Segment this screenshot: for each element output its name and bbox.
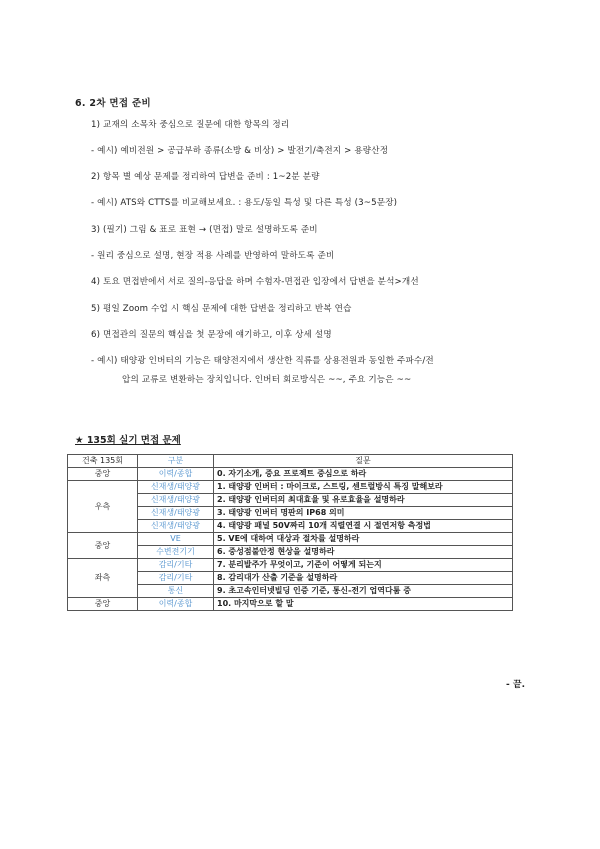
table-row [68, 598, 513, 611]
question-cell: 4. 태양광 패널 50V짜리 10개 직렬연결 시 절연저항 측정법 [214, 520, 513, 533]
header-question: 질문 [214, 455, 513, 468]
region-cell: 중앙 [68, 533, 138, 559]
question-cell: 8. 감리대가 산출 기준을 설명하라 [214, 572, 513, 585]
category-cell: 통신 [138, 585, 214, 598]
category-cell: 신재생/태양광 [138, 520, 214, 533]
table-row [68, 481, 513, 494]
region-cell: 중앙 [68, 598, 138, 611]
table-title: ★ 135회 실기 면접 문제 [75, 435, 181, 446]
region-cell: 중앙 [68, 468, 138, 481]
category-cell: 신재생/태양광 [138, 507, 214, 520]
category-cell: 이력/종합 [138, 468, 214, 481]
list-item: 4) 토요 면접반에서 서로 질의-응답을 하며 수험자-면접관 입장에서 답변을 분석>개선 [91, 277, 419, 287]
question-cell: 1. 태양광 인버터 : 마이크로, 스트링, 센트럴방식 특징 말해보라 [214, 481, 513, 494]
list-item: - 예시) 예비전원 > 공급부하 종류(소방 & 비상) > 발전기/축전지 > 용량산정 [91, 146, 389, 156]
table-header-row [68, 455, 513, 468]
list-item: - 원리 중심으로 설명, 현장 적용 사례를 반영하여 말하도록 준비 [91, 251, 335, 261]
list-item: - 예시) ATS와 CTTS를 비교해보세요. : 용도/동일 특성 및 다른 특성 (3~5문장) [91, 198, 398, 208]
list-item: 1) 교재의 소목차 중심으로 질문에 대한 항목의 정리 [91, 120, 290, 130]
list-item-continuation: 압의 교류로 변환하는 장치입니다. 인버터 회로방식은 ~~, 주요 기능은 ~~ [122, 375, 412, 385]
question-cell: 3. 태양광 인버터 명판의 IP68 의미 [214, 507, 513, 520]
section-title: 6. 2차 면접 준비 [75, 98, 151, 109]
question-cell: 5. VE에 대하여 대상과 절차를 설명하라 [214, 533, 513, 546]
category-cell: 감리/기타 [138, 559, 214, 572]
category-cell: 신재생/태양광 [138, 481, 214, 494]
region-cell: 좌측 [68, 559, 138, 598]
questions-table [67, 454, 513, 611]
question-cell: 2. 태양광 인버터의 최대효율 및 유로효율을 설명하라 [214, 494, 513, 507]
list-item: 3) (필기) 그림 & 표로 표현 → (면접) 말로 설명하도록 준비 [91, 225, 318, 235]
end-mark: - 끝. [506, 680, 525, 690]
question-cell: 0. 자기소개, 중요 프로젝트 중심으로 하라 [214, 468, 513, 481]
question-cell: 10. 마지막으로 할 말 [214, 598, 513, 611]
table-row [68, 559, 513, 572]
category-cell: VE [138, 533, 214, 546]
question-cell: 6. 중성점불안정 현상을 설명하라 [214, 546, 513, 559]
header-category: 구분 [138, 455, 214, 468]
category-cell: 감리/기타 [138, 572, 214, 585]
category-cell: 수변전기기 [138, 546, 214, 559]
list-item: - 예시) 태양광 인버터의 기능은 태양전지에서 생산한 직류를 상용전원과 동일한 주파수/전 [91, 356, 434, 366]
table-row [68, 533, 513, 546]
question-cell: 9. 초고속인터넷빌딩 인증 기준, 통신-전기 업역다툼 중 [214, 585, 513, 598]
category-cell: 신재생/태양광 [138, 494, 214, 507]
header-region: 건축 135회 [68, 455, 138, 468]
list-item: 5) 평일 Zoom 수업 시 핵심 문제에 대한 답변을 정리하고 반복 연습 [91, 304, 352, 314]
category-cell: 이력/종합 [138, 598, 214, 611]
question-cell: 7. 분리발주가 무엇이고, 기준이 어떻게 되는지 [214, 559, 513, 572]
list-item: 6) 면접관의 질문의 핵심을 첫 문장에 얘기하고, 이후 상세 설명 [91, 330, 332, 340]
table-row [68, 468, 513, 481]
list-item: 2) 항목 별 예상 문제를 정리하여 답변을 준비 : 1~2분 분량 [91, 172, 320, 182]
region-cell: 우측 [68, 481, 138, 533]
